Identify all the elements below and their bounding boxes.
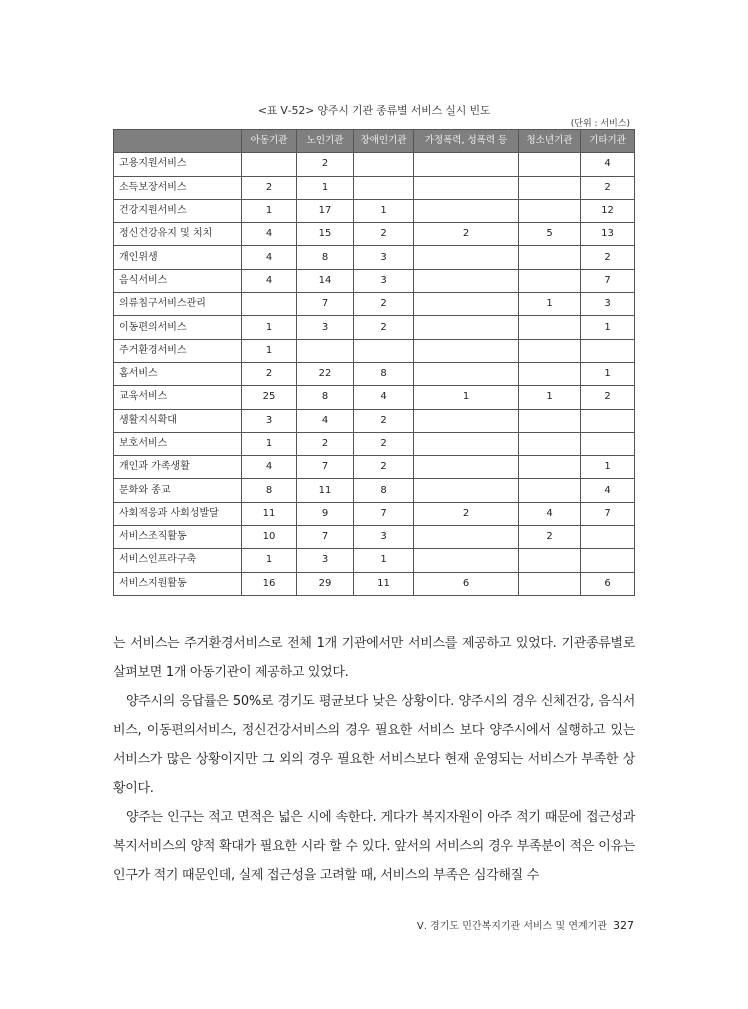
table-cell: 12	[581, 199, 635, 222]
table-cell: 1	[519, 293, 581, 316]
table-cell: 7	[297, 293, 354, 316]
column-header: 아동기관	[242, 130, 297, 153]
table-cell: 8	[354, 479, 414, 502]
column-header: 가정폭력, 성폭력 등	[414, 130, 519, 153]
table-cell	[414, 246, 519, 269]
table-cell: 8	[354, 362, 414, 385]
table-unit: (단위 : 서비스)	[570, 119, 630, 129]
table-cell: 1	[354, 199, 414, 222]
table-cell: 2	[581, 246, 635, 269]
row-label: 소득보장서비스	[114, 176, 242, 199]
footer-section-title: Ⅴ. 경기도 민간복지기관 서비스 및 연계기관	[416, 921, 607, 932]
body-paragraph: 는 서비스는 주거환경서비스로 전체 1개 기관에서만 서비스를 제공하고 있었다. 기관종류별로 살펴보면 1개 아동기관이 제공하고 있었다.	[113, 636, 635, 680]
table-header-row	[114, 130, 635, 153]
table-cell	[297, 339, 354, 362]
row-label: 서비스조직활동	[114, 526, 242, 549]
table-cell	[519, 199, 581, 222]
table-cell: 6	[581, 572, 635, 595]
table-cell	[581, 339, 635, 362]
row-label: 주거환경서비스	[114, 339, 242, 362]
table-row	[114, 246, 635, 269]
row-label: 개인과 가족생활	[114, 456, 242, 479]
table-cell: 7	[581, 269, 635, 292]
service-frequency-table	[113, 129, 635, 596]
table-cell: 3	[242, 409, 297, 432]
table-cell: 7	[297, 526, 354, 549]
table-row	[114, 409, 635, 432]
table-cell: 3	[581, 293, 635, 316]
table-cell	[414, 362, 519, 385]
table-cell: 1	[414, 386, 519, 409]
table-cell: 4	[354, 386, 414, 409]
table-cell: 13	[581, 223, 635, 246]
table-cell: 4	[581, 153, 635, 176]
table-row	[114, 432, 635, 455]
table-cell	[354, 176, 414, 199]
table-cell: 2	[414, 223, 519, 246]
column-header	[114, 130, 242, 153]
table-cell: 1	[519, 386, 581, 409]
table-cell: 1	[354, 549, 414, 572]
table-cell	[414, 339, 519, 362]
column-header: 장애인기관	[354, 130, 414, 153]
table-cell: 2	[354, 316, 414, 339]
table-cell: 4	[242, 269, 297, 292]
column-header: 노인기관	[297, 130, 354, 153]
table-row	[114, 456, 635, 479]
table-cell: 3	[354, 269, 414, 292]
table-cell	[414, 199, 519, 222]
table-cell: 2	[354, 432, 414, 455]
table-row	[114, 502, 635, 525]
table-cell	[519, 339, 581, 362]
table-cell: 2	[354, 409, 414, 432]
table-cell: 2	[354, 223, 414, 246]
table-body	[114, 153, 635, 596]
row-label: 정신건강유지 및 치치	[114, 223, 242, 246]
table-cell	[519, 316, 581, 339]
table-cell: 1	[242, 339, 297, 362]
table-cell	[519, 549, 581, 572]
table-row	[114, 199, 635, 222]
table-cell: 1	[242, 199, 297, 222]
table-cell: 9	[297, 502, 354, 525]
table-row	[114, 549, 635, 572]
table-cell: 8	[297, 246, 354, 269]
page-number: 327	[613, 919, 634, 932]
table-cell: 4	[242, 246, 297, 269]
table-row	[114, 479, 635, 502]
table-row	[114, 316, 635, 339]
table-row	[114, 339, 635, 362]
table-cell	[519, 479, 581, 502]
table-cell: 22	[297, 362, 354, 385]
table-cell	[581, 526, 635, 549]
row-label: 생활지식확대	[114, 409, 242, 432]
table-row	[114, 386, 635, 409]
table-cell	[414, 456, 519, 479]
table-cell: 5	[519, 223, 581, 246]
table-row	[114, 572, 635, 595]
table-cell: 1	[581, 456, 635, 479]
table-cell: 2	[519, 526, 581, 549]
table-cell: 3	[354, 246, 414, 269]
table-row	[114, 269, 635, 292]
table-cell: 11	[354, 572, 414, 595]
table-cell: 10	[242, 526, 297, 549]
table-cell: 6	[414, 572, 519, 595]
table-cell	[581, 409, 635, 432]
table-cell: 8	[242, 479, 297, 502]
table-cell	[519, 456, 581, 479]
row-label: 홈서비스	[114, 362, 242, 385]
table-cell	[242, 293, 297, 316]
table-cell	[581, 432, 635, 455]
table-cell: 11	[297, 479, 354, 502]
row-label: 음식서비스	[114, 269, 242, 292]
body-paragraph: 양주시의 응답률은 50%로 경기도 평균보다 낮은 상황이다. 양주시의 경우 신체건강, 음식서비스, 이동편의서비스, 정신건강서비스의 경우 필요한 서비스 보다 양주시에서 실행하고 있는 서비스가 많은 상황이지만 그 외의 경우 필요한 서비스보다 현재 운영되는 서비스가 부족한 상황이다.	[113, 694, 635, 796]
table-cell: 1	[581, 316, 635, 339]
table-cell: 2	[242, 362, 297, 385]
table-cell	[581, 549, 635, 572]
table-row	[114, 526, 635, 549]
table-cell: 2	[297, 432, 354, 455]
table-cell	[414, 479, 519, 502]
row-label: 건강지원서비스	[114, 199, 242, 222]
table-cell: 3	[297, 316, 354, 339]
body-text	[113, 629, 635, 890]
table-cell	[519, 409, 581, 432]
table-cell	[414, 176, 519, 199]
table-row	[114, 362, 635, 385]
table-cell: 1	[242, 432, 297, 455]
table-cell	[414, 432, 519, 455]
table-cell: 2	[581, 386, 635, 409]
table-cell: 11	[242, 502, 297, 525]
table-cell: 4	[297, 409, 354, 432]
table-cell	[354, 339, 414, 362]
table-cell: 14	[297, 269, 354, 292]
row-label: 보호서비스	[114, 432, 242, 455]
table-cell	[414, 269, 519, 292]
table-cell	[354, 153, 414, 176]
table-cell: 16	[242, 572, 297, 595]
table-row	[114, 223, 635, 246]
table-cell: 4	[581, 479, 635, 502]
table-row	[114, 176, 635, 199]
table-cell	[414, 316, 519, 339]
table-cell: 2	[242, 176, 297, 199]
table-cell	[414, 293, 519, 316]
table-cell: 17	[297, 199, 354, 222]
row-label: 서비스지원활동	[114, 572, 242, 595]
table-cell: 7	[354, 502, 414, 525]
table-cell: 4	[242, 456, 297, 479]
table-cell	[519, 246, 581, 269]
table-cell: 2	[297, 153, 354, 176]
row-label: 문화와 종교	[114, 479, 242, 502]
table-caption: <표 Ⅴ-52> 양주시 기관 종류별 서비스 실시 빈도	[257, 104, 491, 117]
table-cell: 2	[354, 456, 414, 479]
table-cell: 2	[414, 502, 519, 525]
table-cell: 29	[297, 572, 354, 595]
table-cell: 4	[242, 223, 297, 246]
row-label: 이동편의서비스	[114, 316, 242, 339]
row-label: 개인위생	[114, 246, 242, 269]
column-header: 기타기관	[581, 130, 635, 153]
row-label: 고용지원서비스	[114, 153, 242, 176]
table-cell: 7	[581, 502, 635, 525]
row-label: 의류침구서비스관리	[114, 293, 242, 316]
table-cell: 3	[354, 526, 414, 549]
table-cell	[519, 432, 581, 455]
table-cell	[519, 572, 581, 595]
column-header: 청소년기관	[519, 130, 581, 153]
table-cell: 1	[581, 362, 635, 385]
table-cell	[519, 153, 581, 176]
table-cell	[519, 176, 581, 199]
row-label: 서비스인프라구축	[114, 549, 242, 572]
table-cell: 2	[581, 176, 635, 199]
table-cell	[242, 153, 297, 176]
table-cell	[519, 362, 581, 385]
table-cell: 1	[242, 549, 297, 572]
table-row	[114, 153, 635, 176]
table-cell: 4	[519, 502, 581, 525]
table-cell	[414, 153, 519, 176]
table-cell: 7	[297, 456, 354, 479]
table-row	[114, 293, 635, 316]
page-footer	[417, 917, 634, 932]
table-cell: 1	[297, 176, 354, 199]
row-label: 사회적응과 사회성발달	[114, 502, 242, 525]
table-cell	[414, 549, 519, 572]
table-cell	[414, 409, 519, 432]
body-paragraph: 양주는 인구는 적고 면적은 넓은 시에 속한다. 게다가 복지자원이 아주 적기 때문에 접근성과 복지서비스의 양적 확대가 필요한 시라 할 수 있다. 앞서의 서비스의 경우 부족분이 적은 이유는 인구가 적기 때문인데, 실제 접근성을 고려할 때, 서비스의 부족은 심각해질 수	[113, 810, 635, 883]
table-cell: 3	[297, 549, 354, 572]
table-cell: 25	[242, 386, 297, 409]
table-cell	[519, 269, 581, 292]
table-cell	[414, 526, 519, 549]
table-cell: 15	[297, 223, 354, 246]
table-cell: 2	[354, 293, 414, 316]
row-label: 교육서비스	[114, 386, 242, 409]
table-cell: 8	[297, 386, 354, 409]
table-cell: 1	[242, 316, 297, 339]
